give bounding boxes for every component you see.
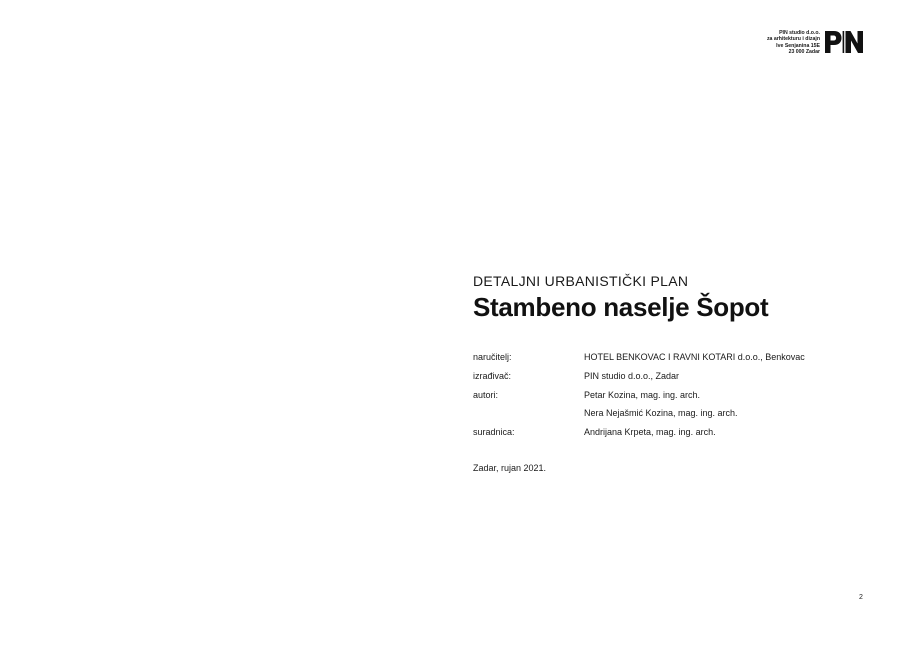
credits-list (473, 351, 805, 445)
credit-label: autori: (473, 389, 499, 400)
credit-value: HOTEL BENKOVAC I RAVNI KOTARI d.o.o., Benkovac (584, 352, 805, 362)
address-line: za arhitekturu i dizajn (766, 36, 820, 43)
page-number: 2 (859, 594, 863, 601)
credit-label: suradnica: (473, 427, 515, 438)
credit-row-client (473, 351, 805, 370)
credit-row-author-second (473, 407, 805, 426)
credit-label: naručitelj: (473, 352, 512, 362)
address-line: PIN studio d.o.o. (779, 30, 820, 36)
credit-row-contractor (473, 370, 805, 389)
studio-header (767, 29, 864, 55)
document-title: Stambeno naselje Šopot (473, 292, 769, 322)
address-line: Ive Senjanina 15E (776, 42, 820, 49)
credit-value: Andrijana Krpeta, mag. ing. arch. (584, 427, 716, 438)
pin-logo-icon (824, 29, 864, 55)
credit-value: Nera Nejašmić Kozina, mag. ing. arch. (584, 408, 738, 419)
studio-address (767, 29, 820, 55)
credit-label (473, 407, 584, 426)
address-line: 23 000 Zadar (788, 48, 820, 55)
credit-value: Petar Kozina, mag. ing. arch. (584, 389, 701, 400)
document-subtitle: DETALJNI URBANISTIČKI PLAN (473, 273, 689, 289)
place-and-date: Zadar, rujan 2021. (473, 463, 547, 473)
credit-value: PIN studio d.o.o., Zadar (584, 370, 680, 381)
credit-label: izrađivač: (473, 370, 512, 381)
credit-row-authors (473, 389, 805, 408)
credit-row-collaborator (473, 426, 805, 445)
